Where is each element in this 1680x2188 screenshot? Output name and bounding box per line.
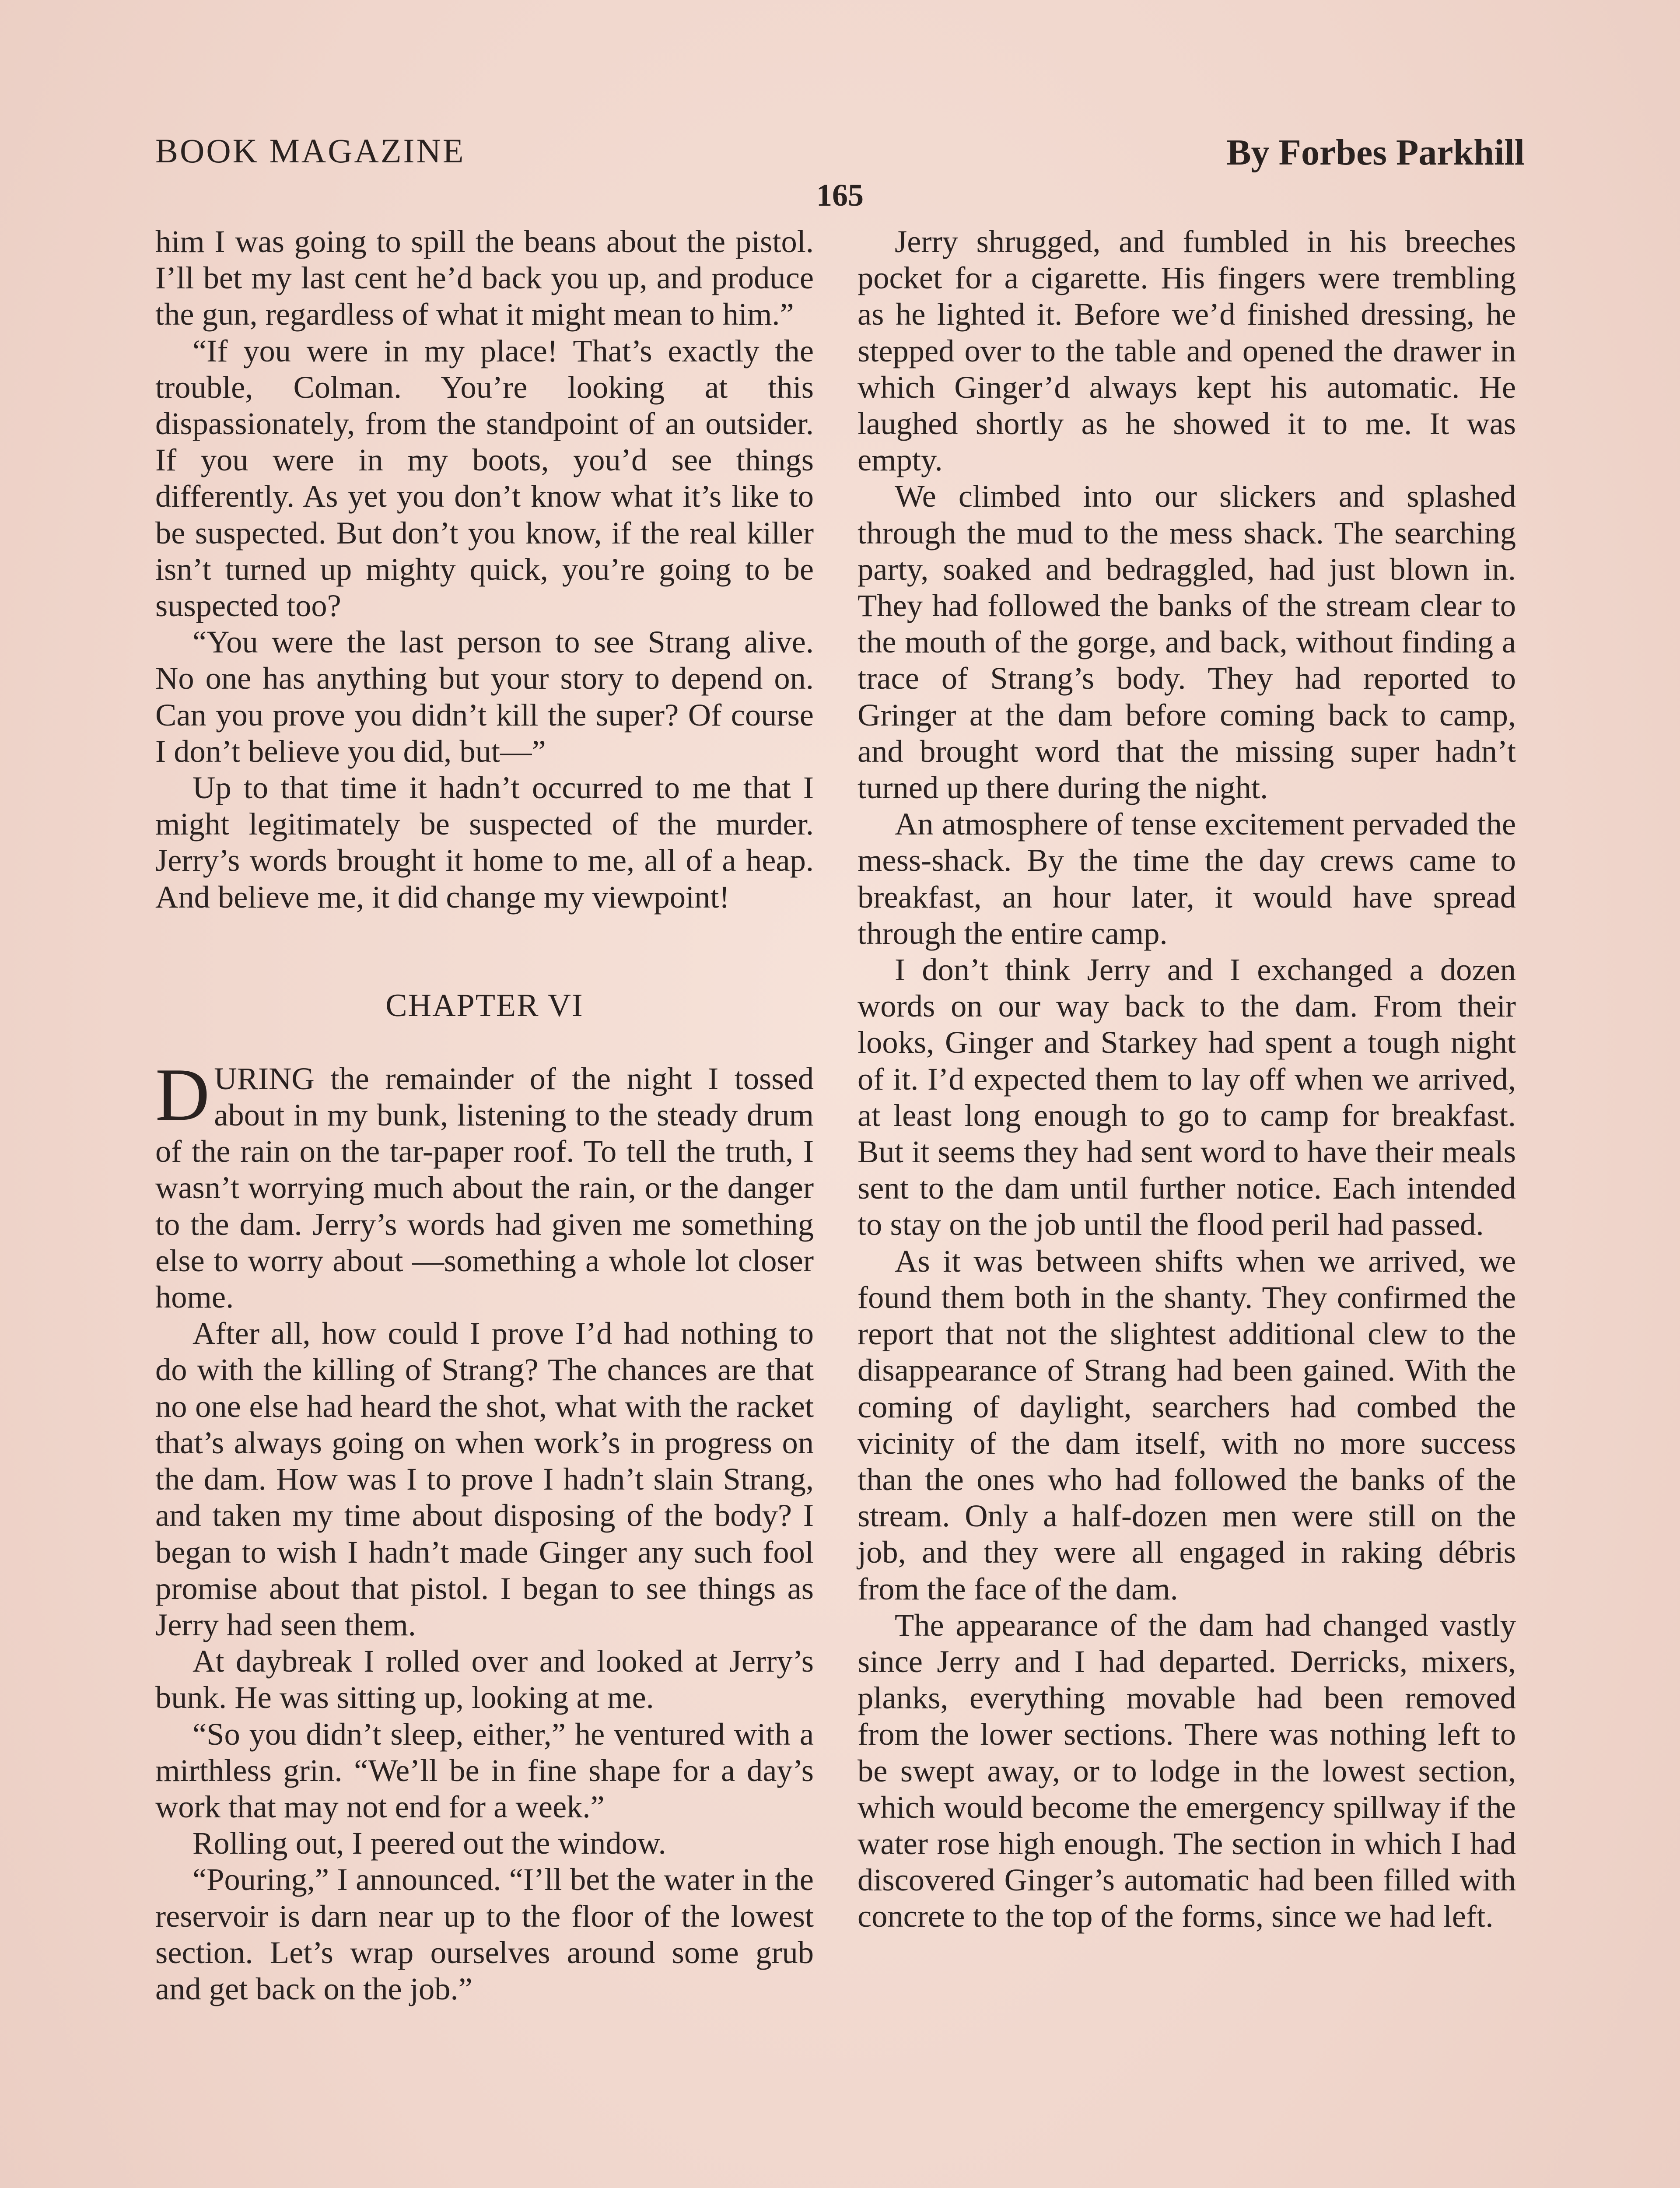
paragraph: him I was going to spill the beans about the pistol. I’ll bet my last cent he’d back you up, and produce the gun, regardless of what it might mean to him.” [155,224,814,332]
paragraph: At daybreak I rolled over and looked at Jerry’s bunk. He was sitting up, looking at me. [155,1643,814,1715]
left-column [155,223,814,2007]
author-byline: By Forbes Parkhill [1226,132,1525,173]
chapter-opening-paragraph [155,1053,814,1315]
paragraph: I don’t think Jerry and I exchanged a dozen words on our way back to the dam. From their looks, Ginger and Starkey had spent a tough night of it. I’d expected them to lay off when we arrived, at least long enough to go to camp for breakfast. But it seems they had sent word to have their meals sent to the dam until further notice. Each intended to stay on the job until the flood peril had passed. [858,952,1516,1242]
paragraph: After all, how could I prove I’d had nothing to do with the killing of Strang? The chances are that no one else had heard the shot, what with the racket that’s always going on when work’s in progress on the dam. How was I to prove I hadn’t slain Strang, and taken my time about disposing of the body? I began to wish I hadn’t made Ginger any such fool promise about that pistol. I began to see things as Jerry had seen them. [155,1315,814,1642]
magazine-title: BOOK MAGAZINE [155,132,466,170]
paragraph: Up to that time it hadn’t occurred to me that I might legitimately be suspected of the murder. Jerry’s words brought it home to me, all of a heap. And believe me, it did change my viewpoint! [155,770,814,915]
drop-cap: D [155,1053,210,1136]
paragraph: As it was between shifts when we arrived, we found them both in the shanty. They confirmed the report that not the slightest additional clew to the disappearance of Strang had been gained. With the coming of daylight, searchers had combed the vicinity of the dam itself, with no more success than the ones who had followed the banks of the stream. Only a half-dozen men were still on the job, and they were all engaged in raking débris from the face of the dam. [858,1243,1516,1606]
chapter-heading: CHAPTER VI [385,987,584,1024]
paragraph: “You were the last person to see Strang alive. No one has anything but your story to depend on. Can you prove you didn’t kill the super? Of course I don’t believe you did, but—” [155,624,814,769]
paragraph: “If you were in my place! That’s exactly the trouble, Colman. You’re looking at this dispassionately, from the standpoint of an outsider. If you were in my boots, you’d see things differently. As yet you don’t know what it’s like to be suspected. But don’t you know, if the real killer isn’t turned up mighty quick, you’re going to be suspected too? [155,333,814,624]
paragraph: Rolling out, I peered out the window. [192,1825,666,1861]
paragraph-text: URING the remainder of the night I tossed about in my bunk, listening to the steady drum of the rain on the tar-paper roof. To tell the truth, I wasn’t worrying much about the rain, or the danger to the dam. Jerry’s words had given me something else to worry about —something a whole lot closer home. [155,1060,814,1315]
page-number: 165 [816,178,864,213]
paragraph: “So you didn’t sleep, either,” he ventured with a mirthless grin. “We’ll be in fine shape for a day’s work that may not end for a week.” [155,1716,814,1824]
page-header [155,131,1525,184]
paragraph: “Pouring,” I announced. “I’ll bet the water in the reservoir is darn near up to the floor of the lowest section. Let’s wrap ourselves around some grub and get back on the job.” [155,1862,814,2006]
paragraph: We climbed into our slickers and splashed through the mud to the mess shack. The searching party, soaked and bedraggled, had just blown in. They had followed the banks of the stream clear to the mouth of the gorge, and back, without finding a trace of Strang’s body. They had reported to Gringer at the dam before coming back to camp, and brought word that the missing super hadn’t turned up there during the night. [858,478,1516,806]
paragraph: An atmosphere of tense excitement pervaded the mess-shack. By the time the day crews came to breakfast, an hour later, it would have spread through the entire camp. [858,806,1516,951]
paragraph: The appearance of the dam had changed vastly since Jerry and I had departed. Derricks, mixers, planks, everything movable had been removed from the lower sections. There was nothing left to be swept away, or to lodge in the lowest section, which would become the emergency spillway if the water rose high enough. The section in which I had discovered Ginger’s automatic had been filled with concrete to the top of the forms, since we had left. [858,1607,1516,1934]
right-column [858,223,1516,1935]
paragraph: Jerry shrugged, and fumbled in his breeches pocket for a cigarette. His fingers were trembling as he lighted it. Before we’d finished dressing, he stepped over to the table and opened the drawer in which Ginger’d always kept his automatic. He laughed shortly as he showed it to me. It was empty. [858,224,1516,478]
